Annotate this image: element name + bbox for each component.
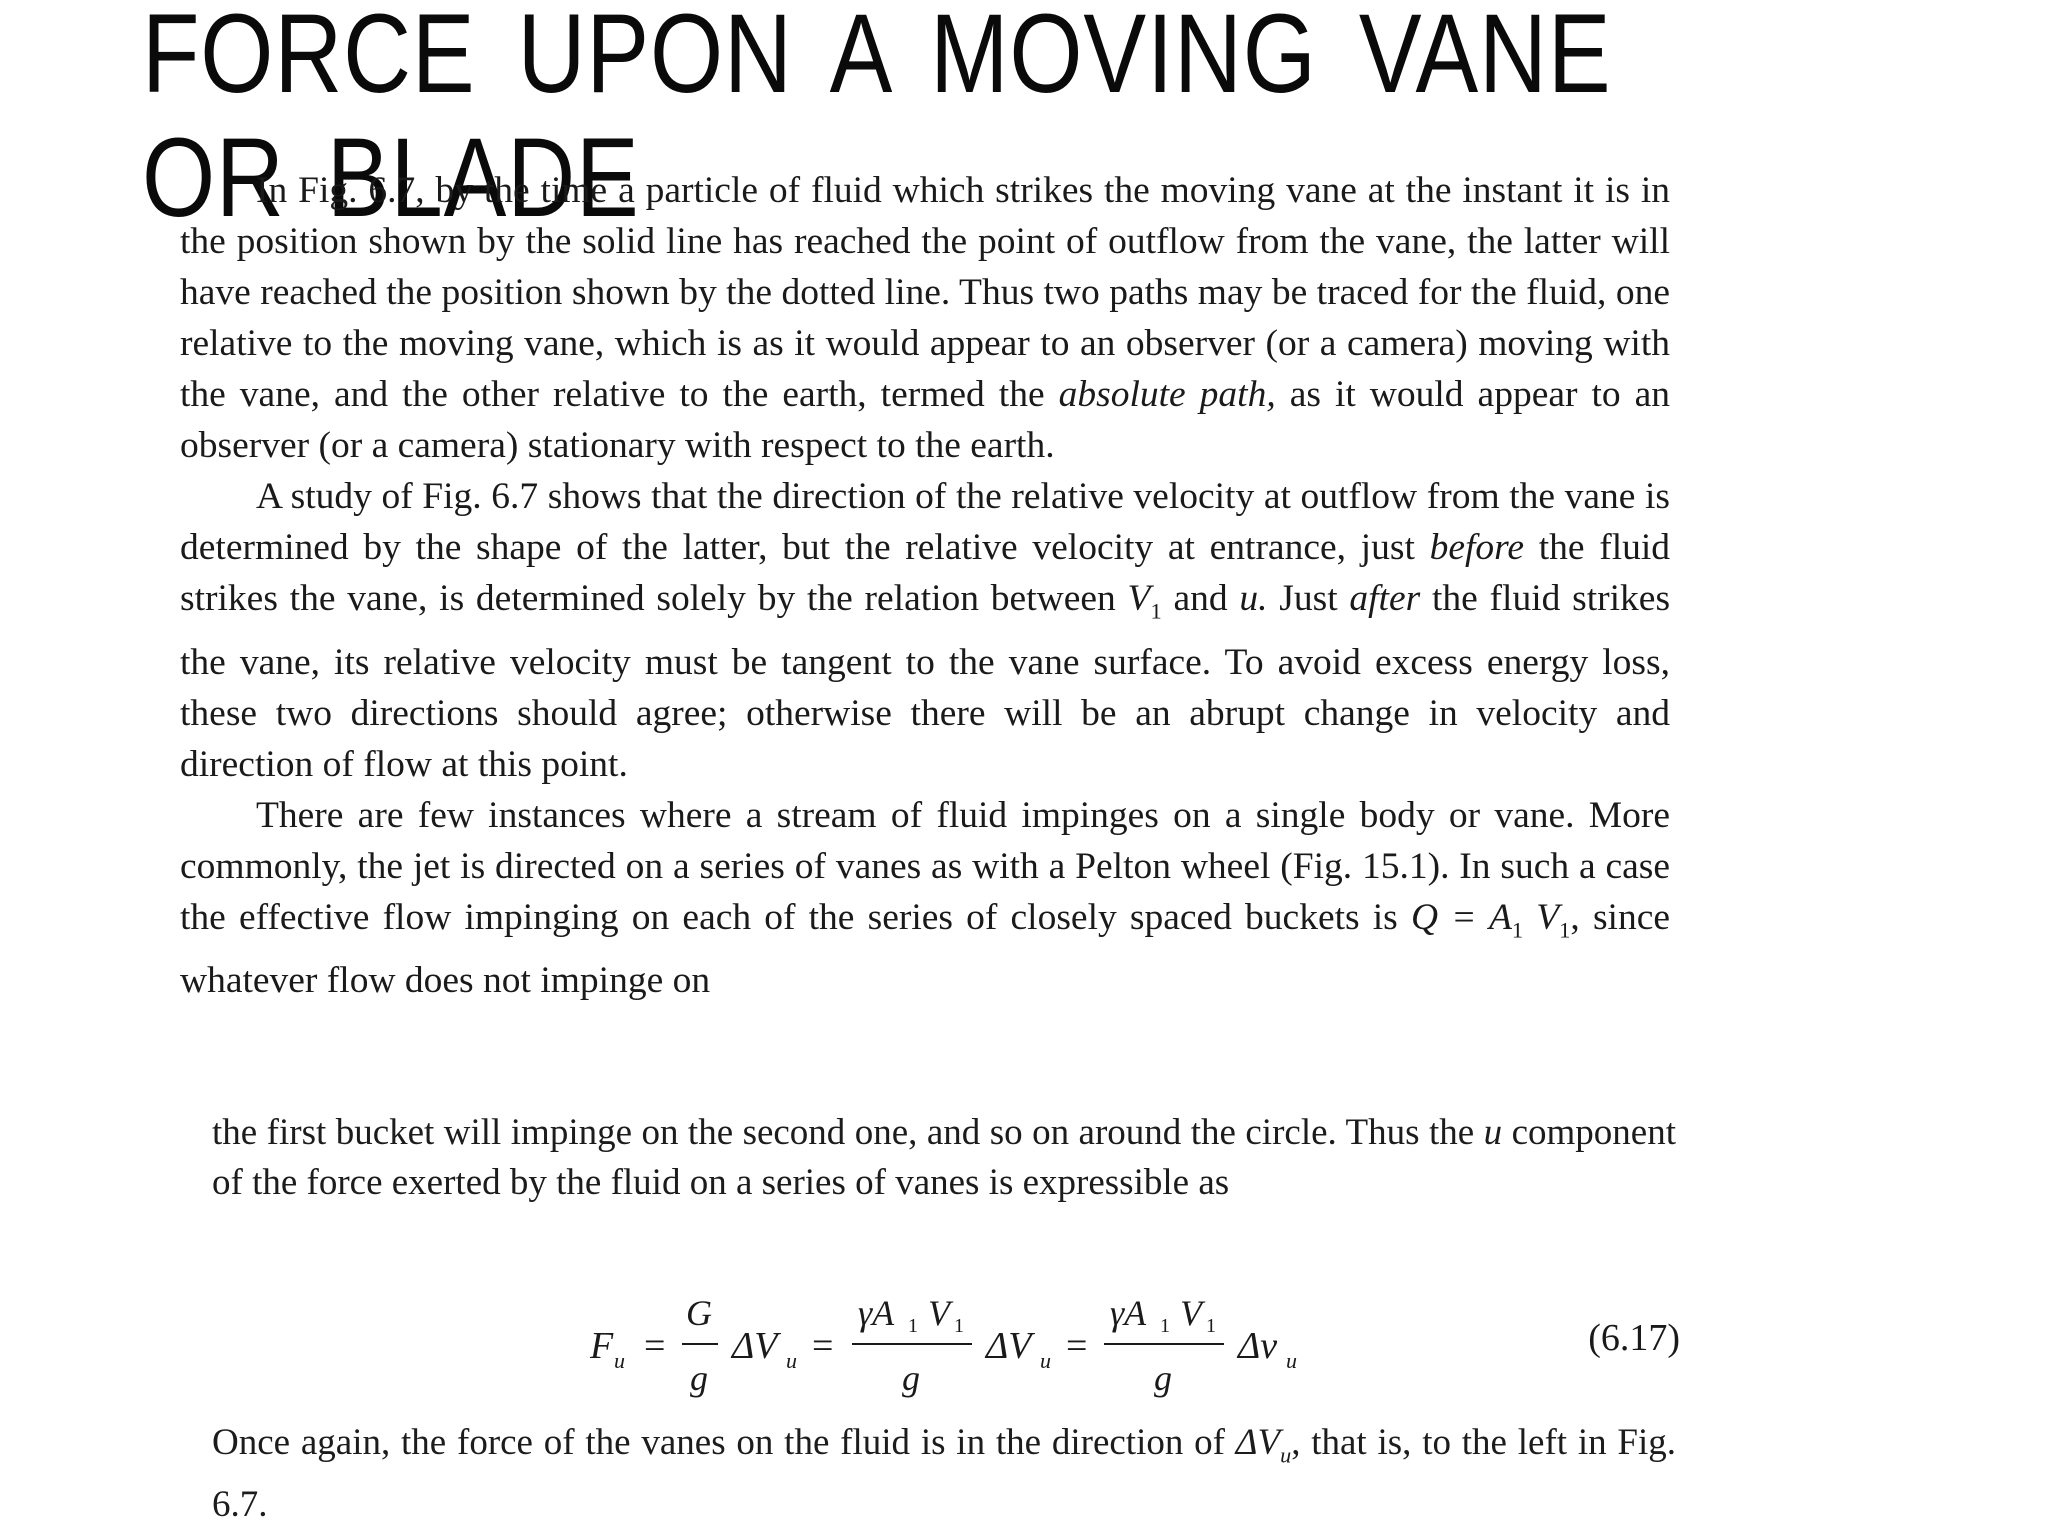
eq-lhs-sub: u bbox=[614, 1348, 625, 1373]
eq-delta2: ΔV bbox=[986, 1325, 1032, 1367]
eq-frac2-num-sub: 1 bbox=[908, 1315, 918, 1337]
paragraph-1-end: as it would appear to an observer (or a camera) stationary with respect to the earth. bbox=[180, 374, 1671, 466]
eq-frac2-den: g bbox=[902, 1358, 920, 1398]
paragraph-2: A study of Fig. 6.7 shows that the direction of the relative velocity at outflow from the vane is determined by the shape of the latter, but the relative velocity at entrance, just before the fluid strikes the vane, is determined solely by the relation between $V_1$ and u. Just after the fluid strikes the vane, its relative velocity must be tangent to the vane surface. To avoid excess energy loss, these two directions should agree; otherwise there will be an abrupt change in velocity and direction of flow at this point. bbox=[180, 476, 1671, 785]
eq-frac3-num-sub: 1 bbox=[1160, 1315, 1170, 1337]
eq-frac3-num-v-sub: 1 bbox=[1206, 1315, 1216, 1337]
eq-frac2-num-v-sub: 1 bbox=[954, 1315, 964, 1337]
scanned-text-block-2 bbox=[212, 1108, 1676, 1208]
paragraph-1-text: In Fig. 6.7, by the time a particle of fluid which strikes the moving vane at the instant it is in the position shown by the solid line has reached the point of outflow from the vane, the latter will have reached the position shown by the dotted line. Thus two paths may be traced for the fluid, one relative to the moving vane, which is as it would appear to an observer (or a camera) moving with the vane, and the other relative to the earth, termed the bbox=[180, 170, 1670, 415]
paragraph-1-emphasis: absolute path, bbox=[1058, 374, 1276, 415]
eq-frac1-den: g bbox=[690, 1358, 708, 1398]
closing-paragraph: Once again, the force of the vanes on the fluid is in the direction of $\Delta V_u$, that is, to the left in Fig. 6.7. bbox=[212, 1422, 1677, 1526]
eq-frac3-num: γA bbox=[1110, 1293, 1147, 1333]
paragraph-1 bbox=[180, 165, 1670, 471]
closing-text-block bbox=[212, 1418, 1676, 1530]
eq-lhs: F bbox=[590, 1325, 614, 1367]
eq-delta1: ΔV bbox=[732, 1325, 778, 1367]
equation-6-17 bbox=[590, 1280, 1680, 1410]
eq-frac3-den: g bbox=[1154, 1358, 1172, 1398]
eq-frac1-num: G bbox=[686, 1293, 712, 1333]
eq-frac3-num-v: V bbox=[1180, 1293, 1202, 1333]
paragraph-4: the first bucket will impinge on the second one, and so on around the circle. Thus the u component of the force exerted by the fluid on a series of vanes is expressible as bbox=[212, 1112, 1677, 1203]
eq-frac2-num-v: V bbox=[928, 1293, 950, 1333]
eq-equals-2: = bbox=[812, 1325, 834, 1367]
eq-delta3: Δv bbox=[1238, 1325, 1278, 1367]
eq-delta1-sub: u bbox=[786, 1348, 797, 1373]
eq-delta2-sub: u bbox=[1040, 1348, 1051, 1373]
equation-number: (6.17) bbox=[1588, 1317, 1680, 1359]
slide-title: FORCE UPON A MOVING VANE OR BLADE bbox=[142, 0, 1612, 240]
eq-equals-3: = bbox=[1066, 1325, 1088, 1367]
scanned-text-block bbox=[180, 165, 1670, 1006]
paragraph-3: There are few instances where a stream of fluid impinges on a single body or vane. More commonly, the jet is directed on a series of vanes as with a Pelton wheel (Fig. 15.1). In such a case the effective flow impinging on each of the series of closely spaced buckets is $Q = A_1$ $V_1$, since whatever flow does not impinge on bbox=[180, 794, 1670, 1001]
eq-frac2-num: γA bbox=[858, 1293, 895, 1333]
equation-graphic bbox=[590, 1280, 1680, 1410]
eq-delta3-sub: u bbox=[1286, 1348, 1297, 1373]
eq-equals-1: = bbox=[644, 1325, 666, 1367]
